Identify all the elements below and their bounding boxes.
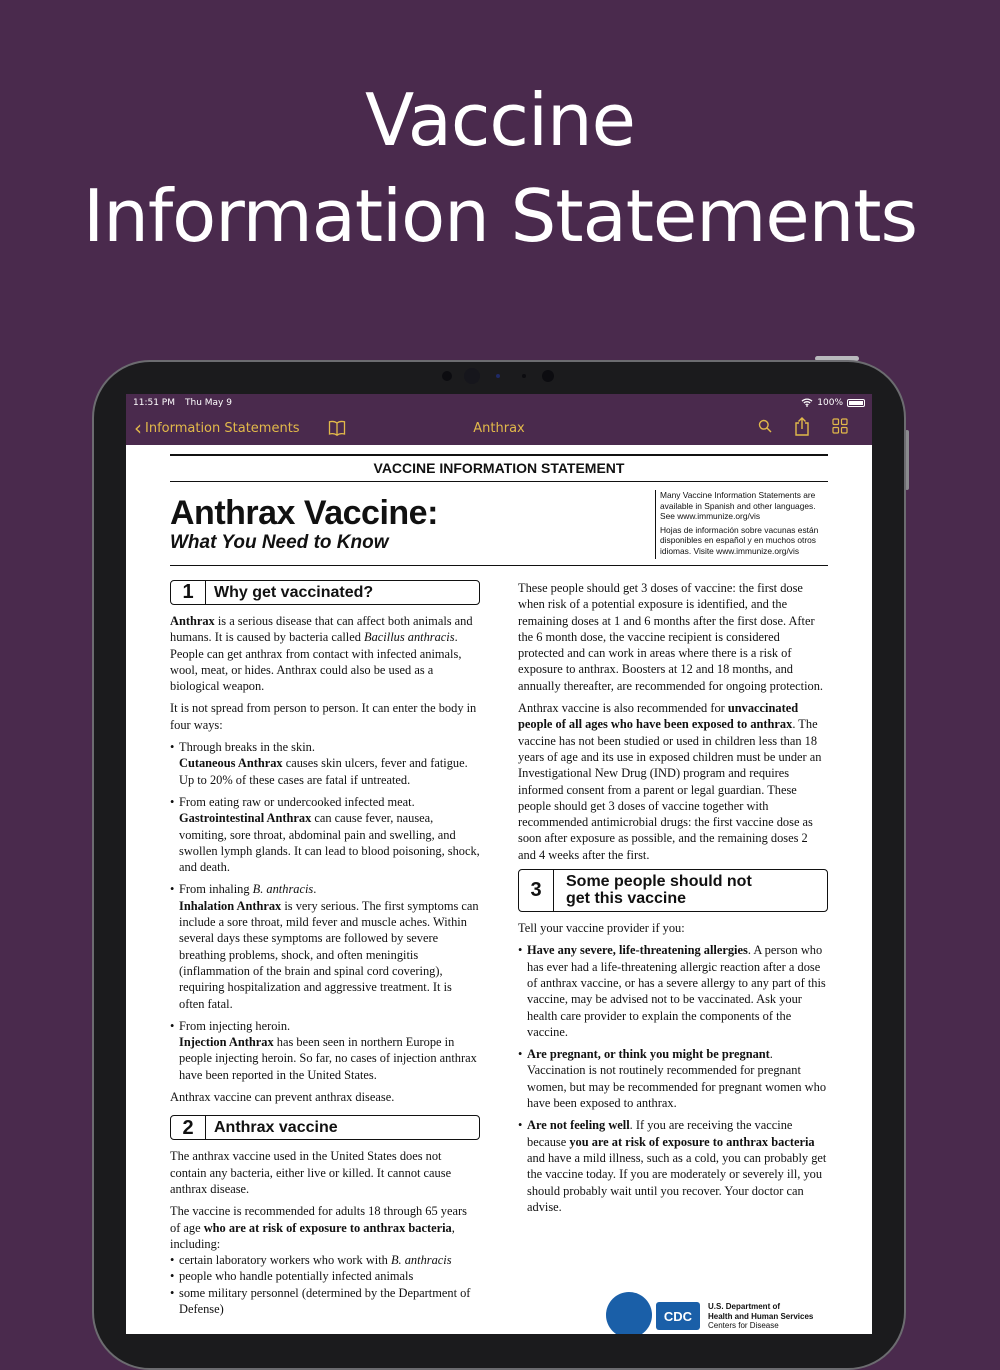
status-date: Thu May 9 (185, 397, 232, 408)
list-item: • Are pregnant, or think you might be pregnant. Vaccination is not routinely recommended for pregnant women, but may be recommended for pregnant women who have been exposed to anthrax. (518, 1046, 828, 1111)
left-column (170, 580, 480, 1317)
cdc-logo: CDC (656, 1302, 700, 1330)
hero-title-line2: Information Statements (82, 174, 918, 258)
paragraph: Anthrax vaccine can prevent anthrax disease. (170, 1090, 395, 1105)
list-item: • some military personnel (determined by the Department of Defense) (170, 1285, 480, 1318)
paragraph: Anthrax vaccine is also recommended for unvaccinated people of all ages who have been exposed to anthrax. The vaccine has not been studied or used in children less than 18 years of age and its use in exposed children must be under an Investigational New Drug (IND) program and requires informed consent from a parent or legal guardian. These people should get 3 doses of vaccine together with recommended antimicrobial drugs: the first vaccine dose as soon after exposure as possible, and the remaining doses 2 and 4 weeks after the first. (518, 701, 822, 862)
list-item: • Through breaks in the skin. Cutaneous Anthrax causes skin ulcers, fever and fatigue. Up to 20% of these cases are fatal if untreated. (170, 739, 480, 788)
back-button[interactable] (134, 418, 300, 438)
section-3-header: 3 Some people should not get this vaccine (518, 869, 828, 912)
list-item: • Have any severe, life-threatening allergies. A person who has ever had a life-threatening allergic reaction after a dose of anthrax vaccine, or has a severe allergy to any part of this vaccine, may be advised not to be vaccinated. Ask your health care provider to explain the components of the vaccine. (518, 942, 828, 1040)
list-item: • From injecting heroin. Injection Anthrax has been seen in northern Europe in people injecting heroin. So far, no cases of injection anthrax have been reported in the United States. (170, 1018, 480, 1083)
language-note-en: Many Vaccine Information Statements are available in Spanish and other languages. See www.immunize.org/vis (660, 490, 816, 521)
nav-bar (126, 411, 872, 445)
share-icon[interactable] (794, 417, 810, 440)
battery-icon (847, 399, 865, 407)
nav-title: Anthrax (473, 420, 525, 436)
contraindication-list (518, 942, 828, 1215)
footer-logos (606, 1292, 813, 1334)
doc-header: VACCINE INFORMATION STATEMENT (170, 454, 828, 482)
hhs-text: U.S. Department of Health and Human Services Centers for Disease (708, 1302, 814, 1330)
list-item: • From eating raw or undercooked infected meat. Gastrointestinal Anthrax can cause fever, nausea, vomiting, sore throat, abdominal pain and swelling, and swollen lymph glands. It can lead to blood poisoning, shock, and death. (170, 794, 480, 875)
hero-title (0, 72, 1000, 264)
chevron-left-icon: ‹ (134, 416, 142, 440)
camera-array (438, 368, 562, 384)
wifi-icon (801, 398, 813, 407)
status-bar (126, 394, 872, 411)
list-item: • From inhaling B. anthracis. Inhalation Anthrax is very serious. The first symptoms can include a sore throat, mild fever and muscle aches. Within several days these symptoms are followed by severe breathing problems, shock, and often meningitis (inflammation of the brain and spinal cord covering), requiring hospitalization and aggressive treatment. It is often fatal. (170, 881, 480, 1011)
recommended-list (170, 1252, 480, 1317)
paragraph: These people should get 3 doses of vaccine: the first dose when risk of a potential exposure is identified, and the remaining doses at 1 and 6 months after the first dose. After the 6 month dose, the vaccine recipient is considered protected and can work in areas where there is a risk of exposure to anthrax. Boosters at 12 and 18 months, and annually thereafter, are recommended for ongoing protection. (518, 581, 824, 693)
paragraph: The anthrax vaccine used in the United States does not contain any bacteria, either live or killed. It cannot cause anthrax disease. (170, 1149, 452, 1196)
vis-document[interactable] (170, 454, 828, 1317)
search-icon[interactable] (758, 419, 772, 437)
doc-subtitle: What You Need to Know (170, 532, 389, 553)
doc-title: Anthrax Vaccine: (170, 494, 438, 532)
language-note (655, 490, 828, 559)
list-item: • people who handle potentially infected animals (170, 1268, 480, 1284)
transmission-list (170, 739, 480, 1083)
grid-icon[interactable] (832, 418, 848, 438)
paragraph: Anthrax is a serious disease that can affect both animals and humans. It is caused by bacteria called Bacillus anthracis. People can get anthrax from contact with infected animals, wool, meat, or hides. Anthrax could also be used as a biological weapon. (170, 614, 473, 694)
list-item: • Are not feeling well. If you are receiving the vaccine because you are at risk of exposure to anthrax bacteria and have a mild illness, such as a cold, you can probably get the vaccine today. If you are moderately or severely ill, you should probably wait until you recover. Your doctor can advise. (518, 1117, 828, 1215)
book-icon[interactable] (328, 420, 346, 436)
app-screen (126, 394, 872, 1334)
list-item: • certain laboratory workers who work with B. anthracis (170, 1252, 480, 1268)
hero-title-line1: Vaccine (365, 78, 635, 162)
section-2-header: 2 Anthrax vaccine (170, 1115, 480, 1140)
right-column (518, 580, 828, 1317)
hhs-seal-icon (606, 1292, 652, 1334)
language-note-es: Hojas de información sobre vacunas están disponibles en español y en muchos otros idiomas. Visite www.immunize.org/vis (660, 524, 819, 556)
section-1-header: 1 Why get vaccinated? (170, 580, 480, 605)
status-time: 11:51 PM (133, 397, 175, 408)
paragraph: The vaccine is recommended for adults 18 through 65 years of age who are at risk of exposure to anthrax bacteria, including: (170, 1204, 467, 1251)
paragraph: Tell your vaccine provider if you: (518, 921, 685, 936)
back-button-label: Information Statements (145, 420, 300, 436)
battery-percent: 100% (817, 397, 843, 408)
paragraph: It is not spread from person to person. It can enter the body in four ways: (170, 701, 477, 732)
